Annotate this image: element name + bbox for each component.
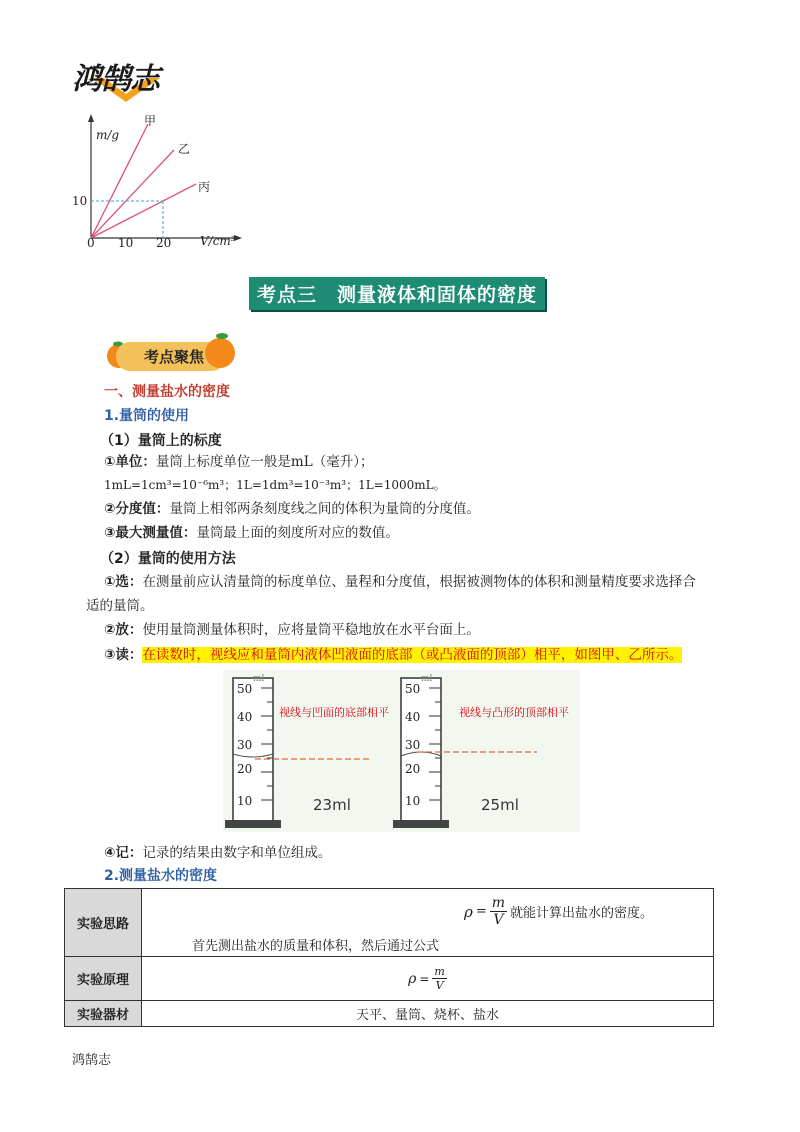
line-label-jia: 甲: [144, 114, 157, 128]
heading-cylinder-use: 1.量筒的使用: [104, 408, 190, 424]
logo-text: 鸿鹄志: [72, 62, 159, 97]
record-label: ④记：: [104, 845, 143, 861]
formula-rho: ρ: [464, 902, 473, 921]
line-bing: [91, 184, 196, 238]
row-principle-content: [142, 957, 714, 1001]
division-para: [104, 498, 480, 520]
right-tick-20: 20: [405, 762, 421, 776]
formula-num: m: [434, 965, 445, 978]
right-tick-10: 10: [405, 794, 421, 808]
heading-method: （2）量筒的使用方法: [100, 551, 236, 567]
right-tick-30: 30: [405, 738, 421, 752]
left-caption: 视线与凹面的底部相平: [279, 706, 389, 719]
idea-formula: [464, 895, 653, 928]
put-label: ②放：: [104, 622, 143, 638]
record-text: 记录的结果由数字和单位组成。: [142, 845, 332, 861]
y-axis-label: m/g: [96, 128, 120, 142]
choose-para: [104, 571, 724, 593]
row-idea-content: [142, 889, 714, 957]
division-label: ②分度值：: [104, 501, 170, 517]
idea-text-a: 首先测出盐水的质量和体积，然后通过公式: [192, 939, 440, 954]
formula-eq: =: [419, 971, 430, 986]
x-tick-10: 10: [118, 236, 134, 250]
focus-badge: [104, 330, 240, 374]
cylinder-figure: [223, 670, 580, 832]
table-row: [65, 889, 714, 957]
right-tick-40: 40: [405, 710, 421, 724]
formula-eq: =: [475, 904, 487, 919]
formula-num: m: [491, 895, 506, 911]
left-tick-30: 30: [237, 738, 253, 752]
idea-text-b: 就能计算出盐水的密度。: [510, 906, 654, 921]
mass-volume-graph: [66, 110, 256, 256]
left-tick-50: 50: [237, 682, 253, 696]
record-para: [104, 842, 331, 864]
y-tick-10: 10: [72, 194, 88, 208]
put-para: [104, 619, 480, 641]
read-text: 在读数时，视线应和量筒内液体凹液面的底部（或凸液面的顶部）相平，如图甲、乙所示。: [142, 647, 683, 663]
left-tick-40: 40: [237, 710, 253, 724]
principle-formula: [408, 965, 447, 992]
logo: [72, 52, 184, 108]
row-equipment-content: 天平、量筒、烧杯、盐水: [142, 1001, 714, 1027]
choose-text-1: 在测量前应认清量筒的标度单位、量程和分度值，根据被测物体的体积和测量精度要求选择合: [142, 574, 696, 590]
unit-label: ①单位：: [104, 454, 156, 470]
focus-label: 考点聚焦: [116, 342, 226, 371]
right-caption: 视线与凸形的顶部相平: [459, 706, 569, 719]
right-reading: 25ml: [481, 796, 519, 814]
max-label: ③最大测量值：: [104, 525, 197, 541]
left-unit: ml: [253, 674, 265, 684]
left-reading: 23ml: [313, 796, 351, 814]
choose-para-cont: 适的量筒。: [86, 598, 154, 614]
max-para: [104, 522, 399, 544]
line-label-yi: 乙: [178, 142, 191, 156]
orange-icon: [202, 330, 238, 370]
read-label: ③读：: [104, 647, 143, 663]
read-para: [104, 644, 682, 666]
heading-salt-density: 2.测量盐水的密度: [104, 868, 218, 884]
right-tick-50: 50: [405, 682, 421, 696]
heading-salt-water: 一、测量盐水的密度: [104, 384, 230, 400]
line-yi: [91, 150, 174, 238]
table-row: [65, 957, 714, 1001]
left-tick-20: 20: [237, 762, 253, 776]
formula-den: V: [435, 979, 444, 992]
left-tick-10: 10: [237, 794, 253, 808]
heading-scale: （1）量筒上的标度: [100, 433, 222, 449]
unit-para: [104, 451, 373, 473]
x-tick-0: 0: [87, 236, 95, 250]
line-label-bing: 丙: [198, 180, 211, 194]
division-text: 量筒上相邻两条刻度线之间的体积为量筒的分度值。: [169, 501, 480, 517]
max-text: 量筒最上面的刻度所对应的数值。: [196, 525, 399, 541]
choose-label: ①选：: [104, 574, 143, 590]
table-row: [65, 1001, 714, 1027]
row-label-idea: 实验思路: [65, 889, 142, 957]
footer-text: 鸿鹄志: [72, 1053, 112, 1068]
formula-den: V: [493, 912, 504, 928]
conversion-para: 1mL=1cm³=10⁻⁶m³；1L=1dm³=10⁻³m³；1L=1000mL。: [104, 478, 446, 492]
row-label-equipment: 实验器材: [65, 1001, 142, 1027]
x-tick-20: 20: [156, 236, 172, 250]
x-axis-label: V/cm³: [200, 234, 236, 248]
unit-text: 量筒上标度单位一般是mL（毫升）；: [155, 454, 374, 470]
put-text: 使用量筒测量体积时，应将量筒平稳地放在水平台面上。: [142, 622, 480, 638]
right-unit: ml: [421, 674, 433, 684]
row-label-principle: 实验原理: [65, 957, 142, 1001]
experiment-table: [64, 888, 714, 1027]
formula-rho: ρ: [408, 970, 417, 987]
section-title: 考点三 测量液体和固体的密度: [249, 277, 545, 310]
